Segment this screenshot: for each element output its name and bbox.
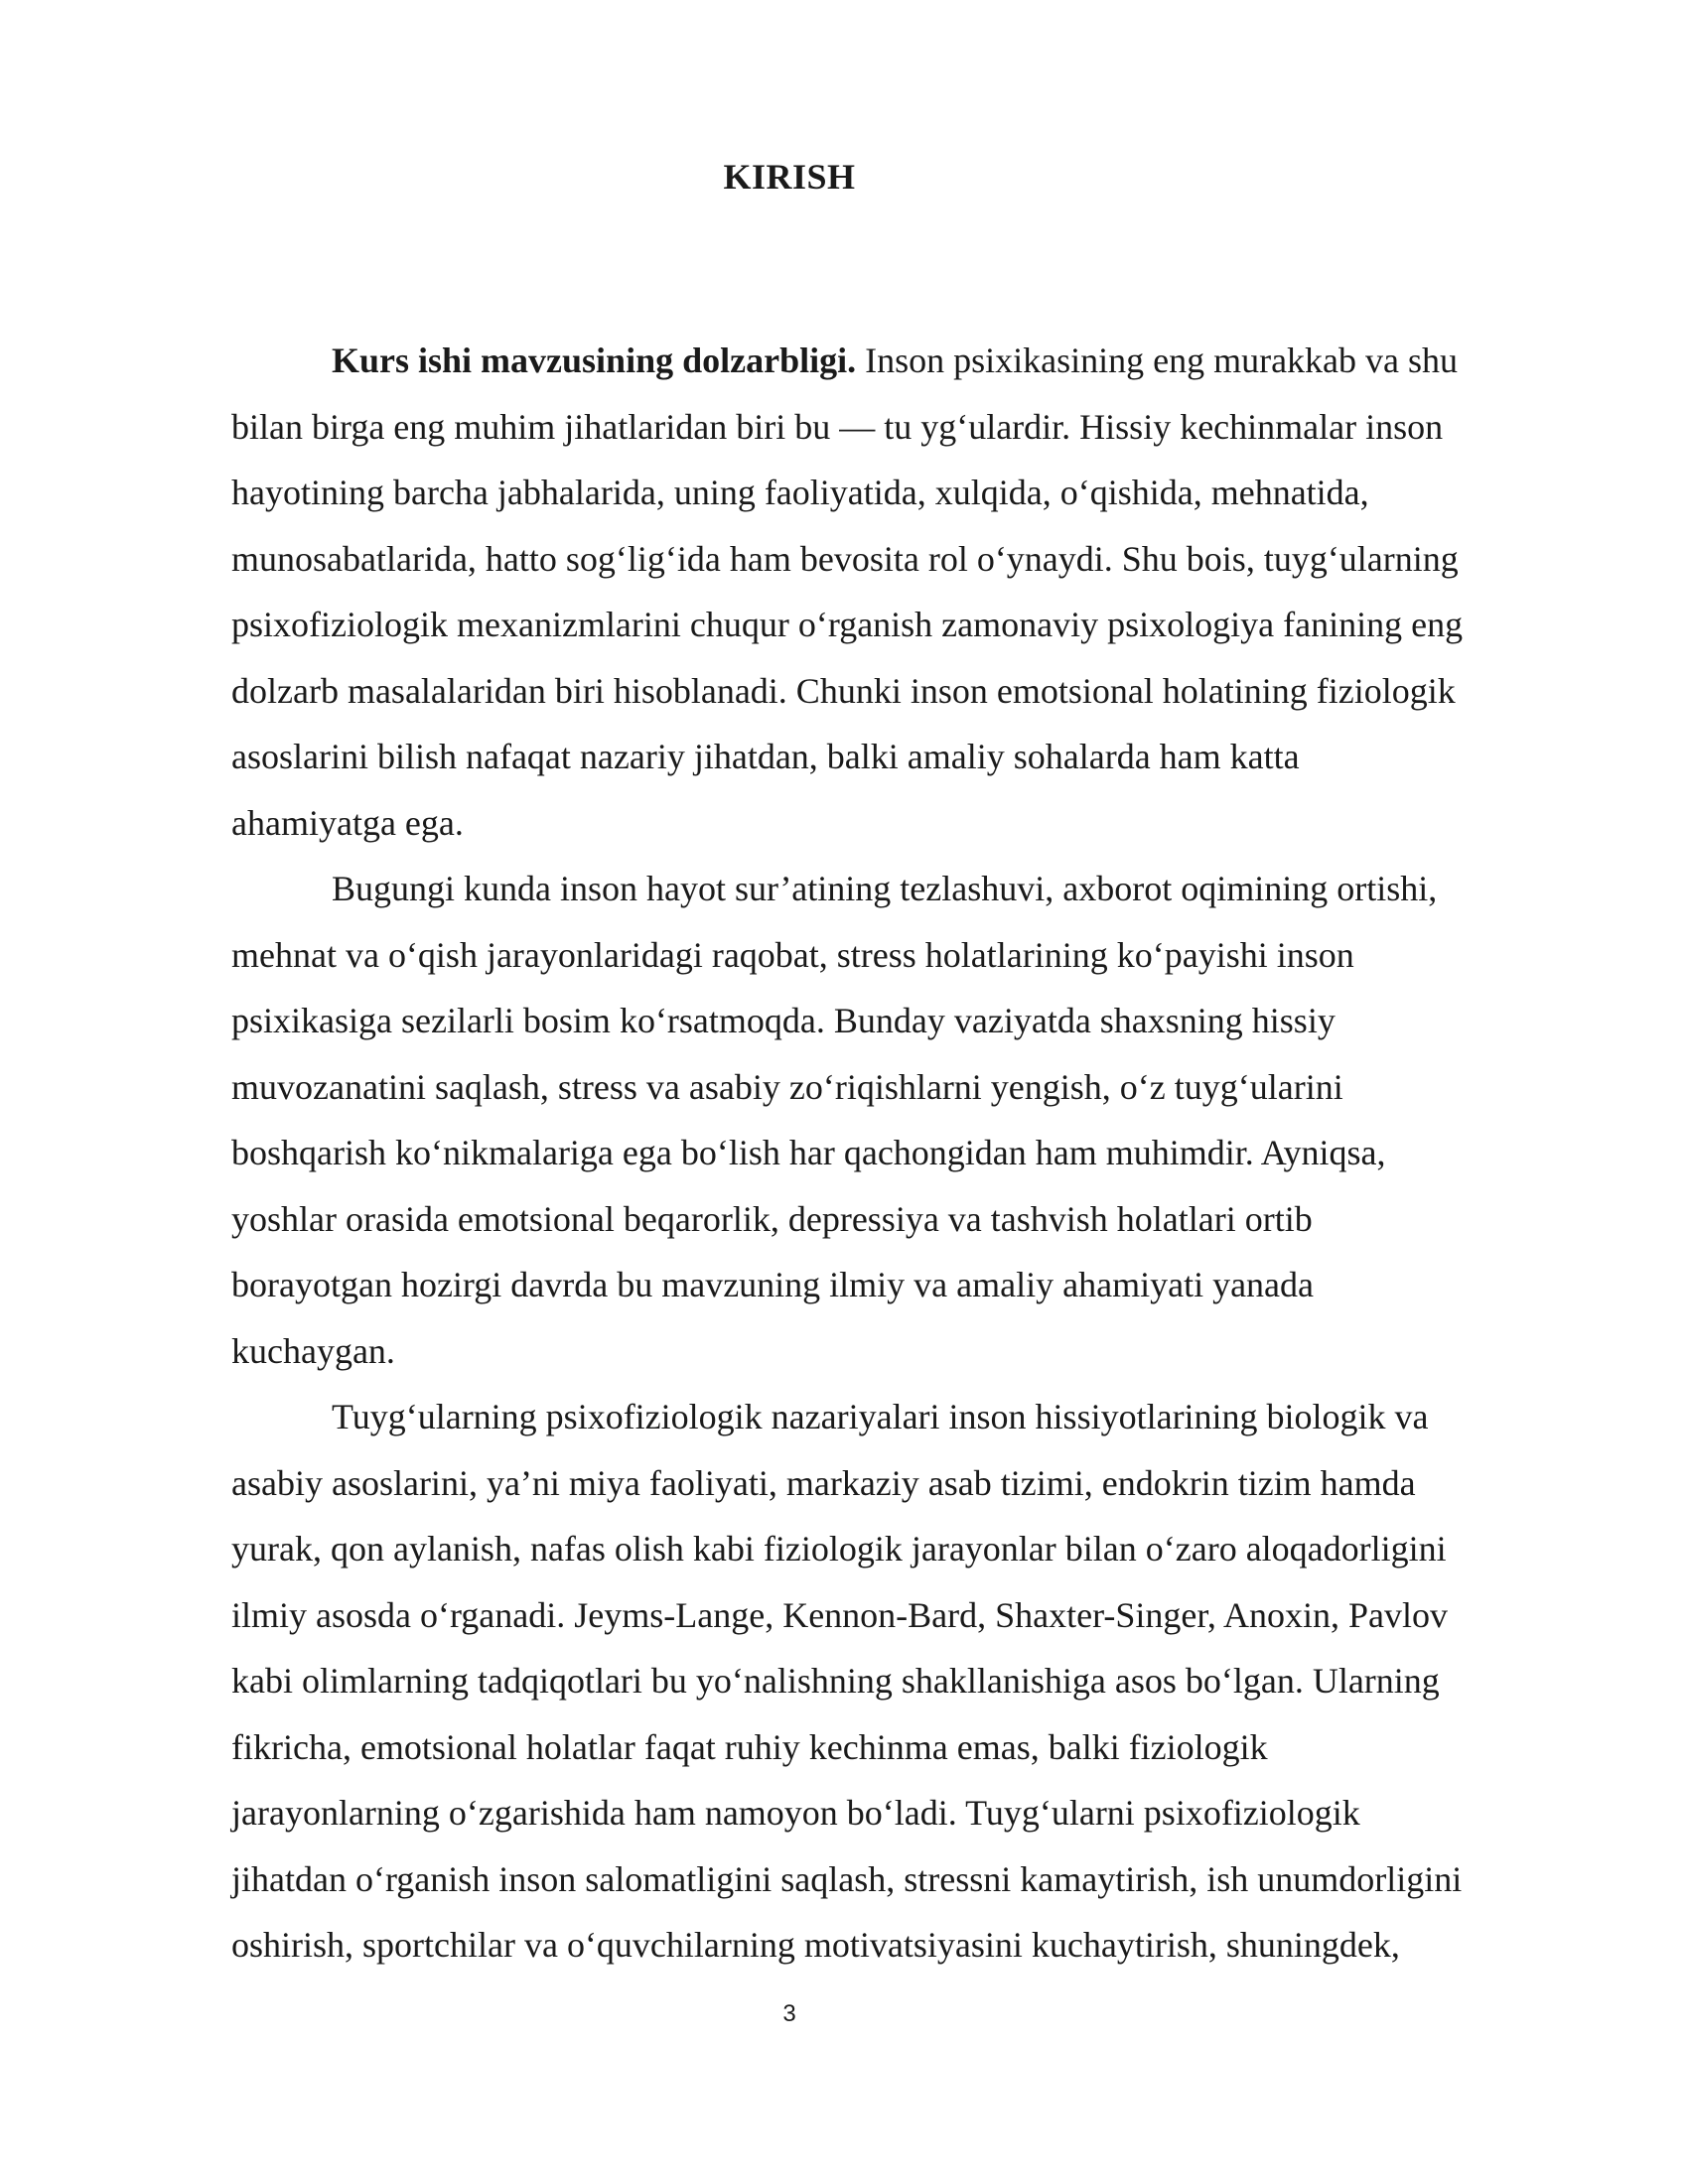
paragraph-line: borayotgan hozirgi davrda bu mavzuning ilmiy va amaliy ahamiyati yanada — [231, 1265, 1315, 1304]
paragraph-line: psixofiziologik mexanizmlarini chuqur o‘rganish zamonaviy psixologiya fanining eng — [231, 605, 1464, 644]
paragraph-line: ahamiyatga ega. — [231, 802, 464, 843]
body-text — [231, 328, 1562, 1979]
paragraph-theories — [231, 1384, 1562, 1979]
paragraph-line: yurak, qon aylanish, nafas olish kabi fiziologik jarayonlar bilan o‘zaro aloqadorligini — [231, 1529, 1447, 1569]
paragraph-line: mehnat va o‘qish jarayonlaridagi raqobat, stress holatlarining ko‘payishi inson — [231, 934, 1354, 975]
paragraph-line: kuchaygan. — [231, 1330, 395, 1371]
paragraph-line: Bugungi kunda inson hayot sur’atining tezlashuvi, axborot oqimining ortishi, — [332, 869, 1438, 908]
paragraph-line: kabi olimlarning tadqiqotlari bu yo‘nalishning shakllanishiga asos bo‘lgan. Ularning — [231, 1661, 1440, 1701]
paragraph-line: yoshlar orasida emotsional beqarorlik, depressiya va tashvish holatlari ortib — [231, 1198, 1313, 1239]
paragraph-line: muvozanatini saqlash, stress va asabiy zo‘riqishlarni yengish, o‘z tuyg‘ularini — [231, 1066, 1343, 1107]
paragraph-line: oshirish, sportchilar va o‘quvchilarning motivatsiyasini kuchaytirish, shuningdek, — [231, 1925, 1400, 1965]
paragraph-line: dolzarb masalalaridan biri hisoblanadi. Chunki inson emotsional holatining fiziologik — [231, 670, 1456, 711]
paragraph-line: jihatdan o‘rganish inson salomatligini saqlash, stressni kamaytirish, ish unumdorligini — [231, 1858, 1463, 1899]
paragraph-relevance — [231, 328, 1562, 856]
page-title: KIRISH — [723, 157, 856, 197]
paragraph-modern-context — [231, 856, 1562, 1384]
paragraph-line: asabiy asoslarini, ya’ni miya faoliyati, markaziy asab tizimi, endokrin tizim hamda — [231, 1462, 1416, 1503]
paragraph-line: Tuyg‘ularning psixofiziologik nazariyalari inson hissiyotlarining biologik va — [332, 1397, 1429, 1436]
paragraph-line: bilan birga eng muhim jihatlaridan biri bu — tu yg‘ulardir. Hissiy kechinmalar inson — [231, 406, 1444, 447]
paragraph-line: psixikasiga sezilarli bosim ko‘rsatmoqda. Bunday vaziyatda shaxsning hissiy — [231, 1001, 1336, 1040]
paragraph-line: hayotining barcha jabhalarida, uning faoliyatida, xulqida, o‘qishida, mehnatida, — [231, 473, 1369, 512]
paragraph-line: asoslarini bilish nafaqat nazariy jihatdan, balki amaliy sohalarda ham katta — [231, 737, 1300, 776]
paragraph-line-text: Inson psixikasining eng murakkab va shu — [856, 341, 1459, 380]
paragraph-line: fikricha, emotsional holatlar faqat ruhiy kechinma emas, balki fiziologik — [231, 1726, 1268, 1767]
section-lead-heading: Kurs ishi mavzusining dolzarbligi. — [332, 341, 857, 380]
page-number: 3 — [782, 2000, 796, 2027]
paragraph-line: jarayonlarning o‘zgarishida ham namoyon bo‘ladi. Tuyg‘ularni psixofiziologik — [231, 1793, 1360, 1833]
paragraph-line: munosabatlarida, hatto sog‘lig‘ida ham bevosita rol o‘ynaydi. Shu bois, tuyg‘ularning — [231, 538, 1459, 579]
paragraph-line — [231, 328, 1562, 394]
paragraph-line: boshqarish ko‘nikmalariga ega bo‘lish har qachongidan ham muhimdir. Ayniqsa, — [231, 1133, 1386, 1172]
paragraph-line: ilmiy asosda o‘rganadi. Jeyms-Lange, Kennon-Bard, Shaxter-Singer, Anoxin, Pavlov — [231, 1594, 1448, 1635]
